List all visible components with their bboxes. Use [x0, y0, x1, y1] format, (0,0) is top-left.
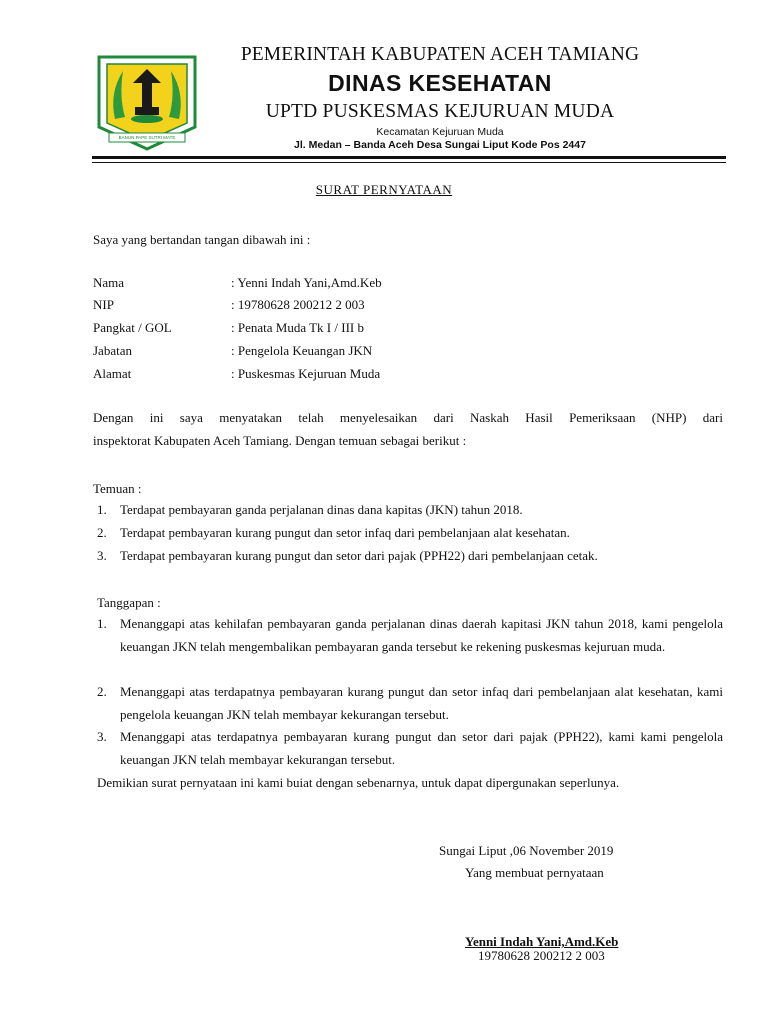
closing-text: Demikian surat pernyataan ini kami buiat dengan sebenarnya, untuk dapat dipergunakan seperlunya. [97, 775, 620, 790]
field-label-jabatan: Jabatan [93, 343, 132, 358]
tanggapan-item-text: Menanggapi atas terdapatnya pembayaran kurang pungut dan setor infaq dari pembelanjaan alat kesehatan, kami pengelola keuangan JKN telah membayar kekurangan tersebut. [120, 684, 723, 722]
letterhead-thin-rule [92, 162, 726, 163]
temuan-item-text: Terdapat pembayaran ganda perjalanan dinas dana kapitas (JKN) tahun 2018. [120, 502, 523, 517]
temuan-item-text: Terdapat pembayaran kurang pungut dan setor dari pajak (PPH22) dari pembelanjaan cetak. [120, 548, 598, 563]
field-label-nip: NIP [93, 297, 114, 312]
statement-line-2: inspektorat Kabupaten Aceh Tamiang. Dengan temuan sebagai berikut : [93, 433, 467, 448]
field-value-nama: : Yenni Indah Yani,Amd.Keb [231, 275, 382, 290]
tanggapan-item-text: Menanggapi atas terdapatnya pembayaran kurang pungut dan setor dari pajak (PPH22), kami kami pengelola keuangan JKN telah membayar kekurangan tersebut. [120, 729, 723, 767]
temuan-item-number: 1. [97, 502, 107, 517]
letterhead-unit: UPTD PUSKESMAS KEJURUAN MUDA [265, 101, 615, 122]
field-value-nip: : 19780628 200212 2 003 [231, 297, 365, 312]
temuan-item-number: 2. [97, 525, 107, 540]
emblem-ribbon-text: BANUN PAPE SUTRI MATE [118, 135, 176, 140]
document-title [0, 182, 768, 198]
tanggapan-item-number: 3. [97, 729, 107, 744]
tanggapan-heading: Tanggapan : [97, 595, 161, 610]
tanggapan-item-number: 1. [97, 616, 107, 631]
letterhead-government: PEMERINTAH KABUPATEN ACEH TAMIANG [240, 44, 640, 65]
field-label-alamat: Alamat [93, 366, 132, 381]
signer-nip: 19780628 200212 2 003 [478, 948, 605, 963]
tanggapan-item-text: Menanggapi atas kehilafan pembayaran ganda perjalanan dinas daerah kapitasi JKN tahun 2018, kami pengelola keuangan JKN telah mengembalikan pembayaran ganda tersebut ke rekening puskesmas kejuruan muda. [120, 616, 723, 654]
regency-emblem-logo [95, 53, 199, 152]
signer-name: Yenni Indah Yani,Amd.Keb [465, 934, 619, 949]
letterhead-subdistrict: Kecamatan Kejuruan Muda [376, 126, 504, 138]
field-value-alamat: : Puskesmas Kejuruan Muda [231, 366, 381, 381]
field-label-pangkat: Pangkat / GOL [93, 320, 172, 335]
temuan-heading: Temuan : [93, 481, 142, 496]
temuan-item-text: Terdapat pembayaran kurang pungut dan setor infaq dari pembelanjaan alat kesehatan. [120, 525, 570, 540]
letterhead-address: Jl. Medan – Banda Aceh Desa Sungai Liput Kode Pos 2447 [294, 139, 586, 151]
statement-line-1: Dengan ini saya menyatakan telah menyelesaikan dari Naskah Hasil Pemeriksaan (NHP) dari [93, 410, 723, 425]
field-value-pangkat: : Penata Muda Tk I / III b [231, 320, 364, 335]
document-title-text: SURAT PERNYATAAN [315, 182, 453, 197]
temuan-item-number: 3. [97, 548, 107, 563]
signature-role: Yang membuat pernyataan [465, 865, 604, 880]
field-value-jabatan: : Pengelola Keuangan JKN [231, 343, 373, 358]
letterhead-department: DINAS KESEHATAN [328, 70, 552, 96]
intro-text: Saya yang bertandan tangan dibawah ini : [93, 232, 311, 247]
signature-place-date: Sungai Liput ,06 November 2019 [439, 843, 614, 858]
field-label-nama: Nama [93, 275, 125, 290]
tanggapan-item-number: 2. [97, 684, 107, 699]
letterhead-thick-rule [92, 156, 726, 159]
